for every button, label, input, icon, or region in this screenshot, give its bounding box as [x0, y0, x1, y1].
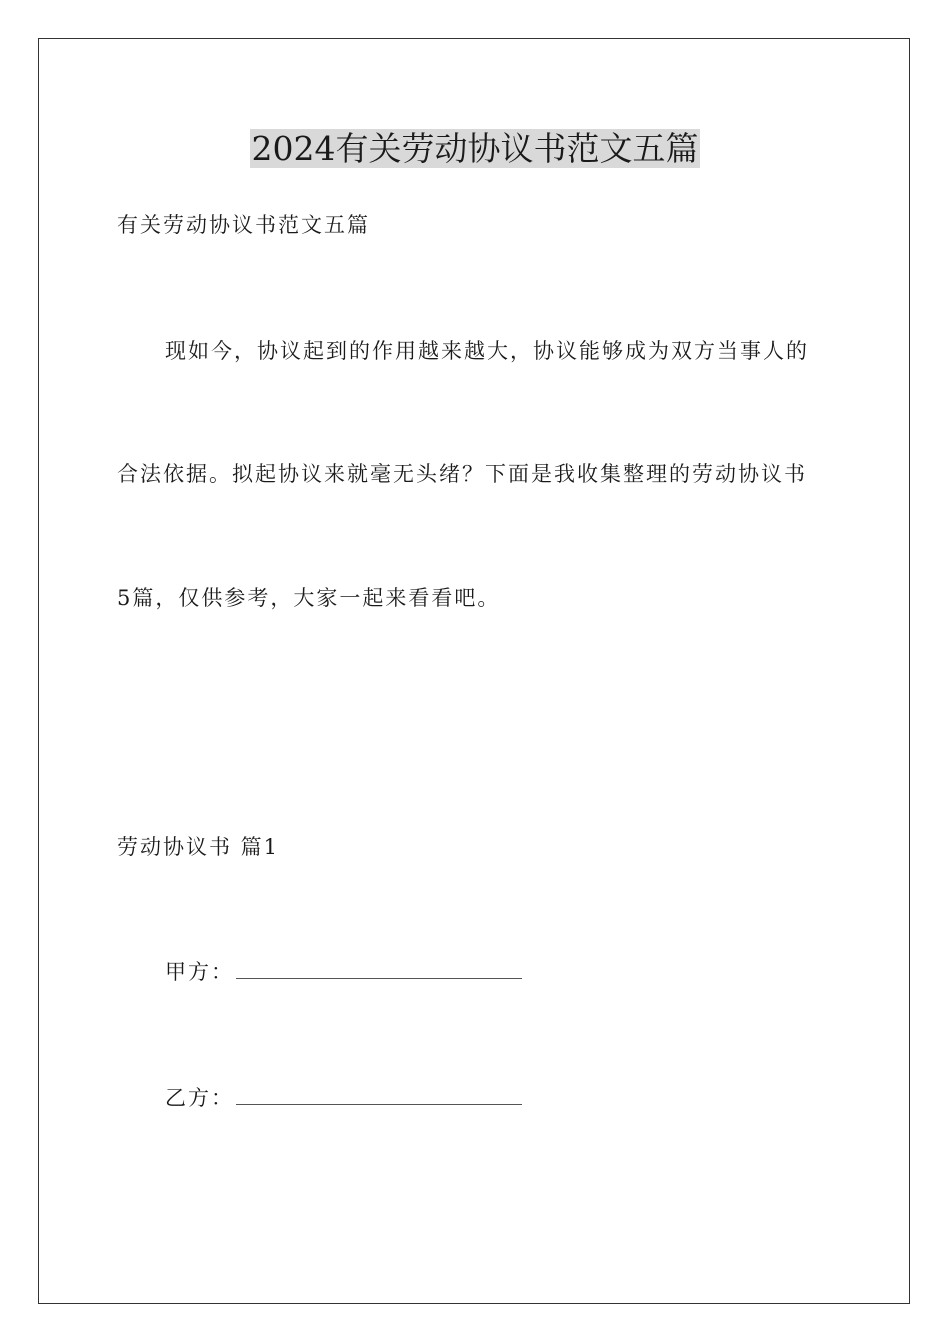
document-title-text: 2024有关劳动协议书范文五篇	[251, 129, 699, 168]
party-a-row	[165, 958, 522, 986]
party-b-row	[165, 1084, 522, 1112]
intro-paragraph-line-3: 5篇，仅供参考，大家一起来看看吧。	[117, 586, 501, 610]
party-a-blank-field[interactable]	[236, 958, 522, 979]
document-subtitle: 有关劳动协议书范文五篇	[117, 213, 370, 237]
party-a-label: 甲方：	[165, 960, 234, 984]
party-b-label: 乙方：	[165, 1086, 234, 1110]
intro-paragraph-line-2: 合法依据。拟起协议来就毫无头绪？下面是我收集整理的劳动协议书	[117, 462, 807, 486]
party-b-blank-field[interactable]	[236, 1084, 522, 1105]
intro-paragraph-line-1: 现如今，协议起到的作用越来越大，协议能够成为双方当事人的	[165, 339, 809, 363]
document-title	[0, 128, 950, 170]
section-heading: 劳动协议书 篇1	[117, 835, 280, 859]
